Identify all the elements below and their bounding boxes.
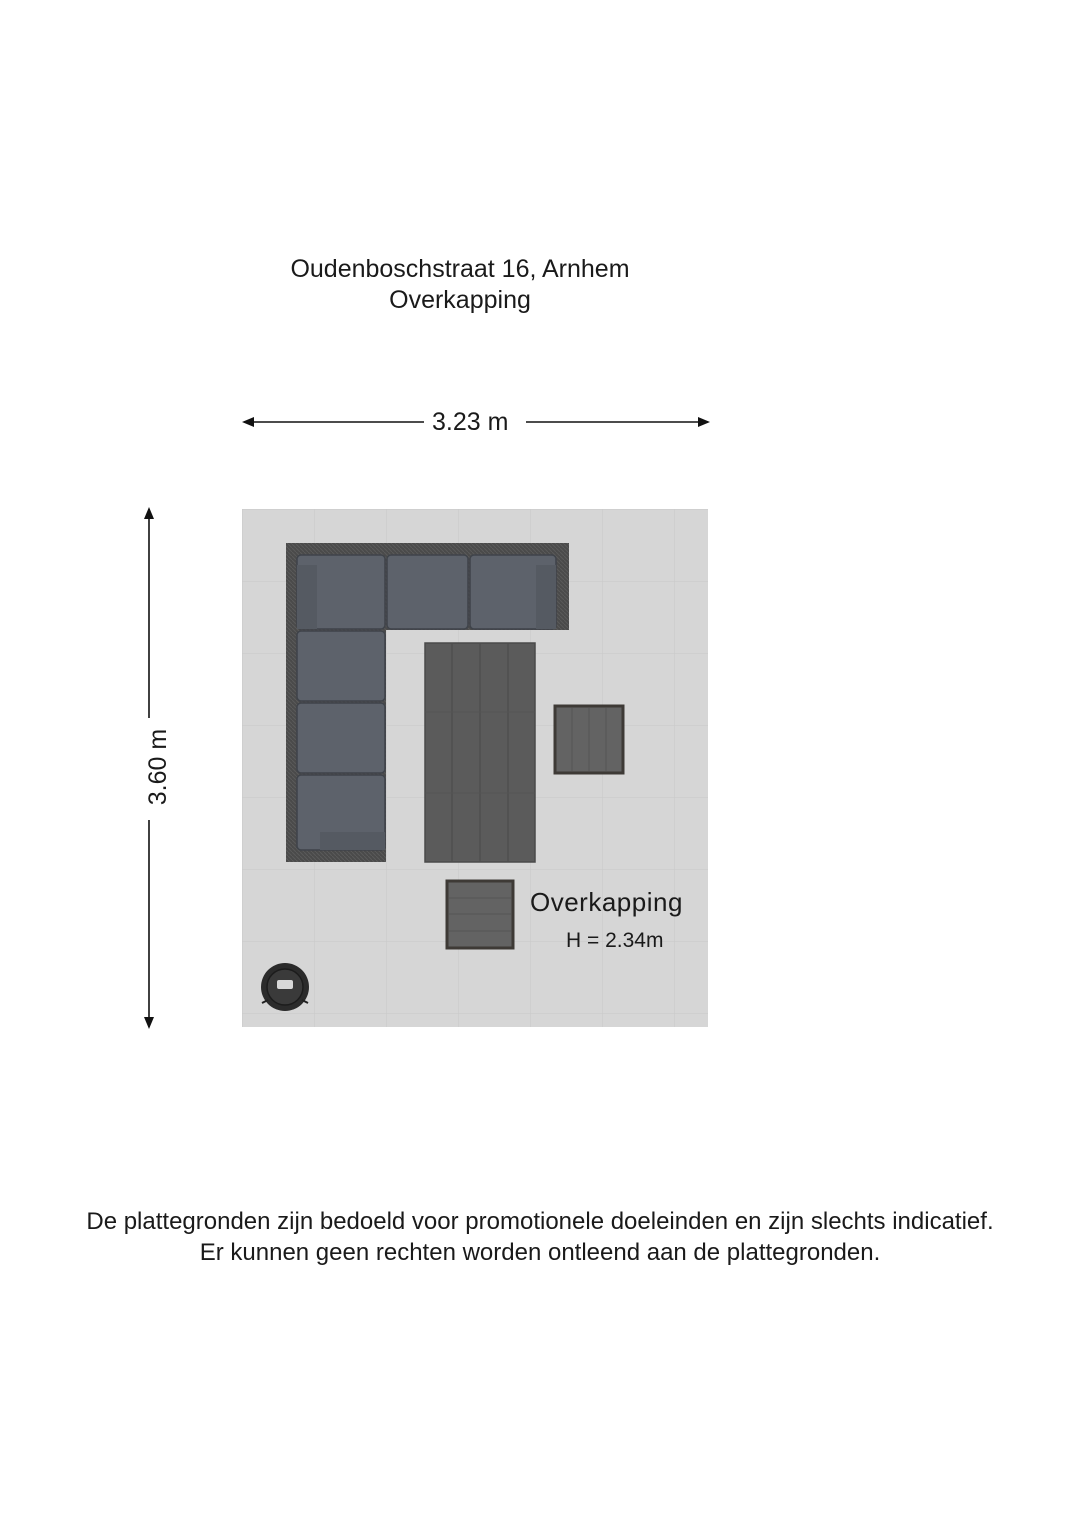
width-label: 3.23 m bbox=[426, 407, 514, 437]
side-stool-right bbox=[555, 706, 623, 773]
side-stool-bottom bbox=[447, 881, 513, 948]
robot-vacuum-icon bbox=[261, 963, 309, 1011]
room-height-label: H = 2.34m bbox=[566, 929, 664, 952]
disclaimer-line-2: Er kunnen geen rechten worden ontleend aan de plattegronden. bbox=[199, 1239, 881, 1266]
coffee-table bbox=[425, 643, 535, 862]
room-name-label: Overkapping bbox=[530, 887, 683, 917]
height-label: 3.60 m bbox=[143, 721, 173, 813]
plan-address: Oudenboschstraat 16, Arnhem bbox=[290, 255, 630, 283]
disclaimer-line-1: De plattegronden zijn bedoeld voor promotionele doeleinden en zijn slechts indicatief. bbox=[86, 1208, 994, 1235]
plan-room-title: Overkapping bbox=[389, 286, 531, 314]
